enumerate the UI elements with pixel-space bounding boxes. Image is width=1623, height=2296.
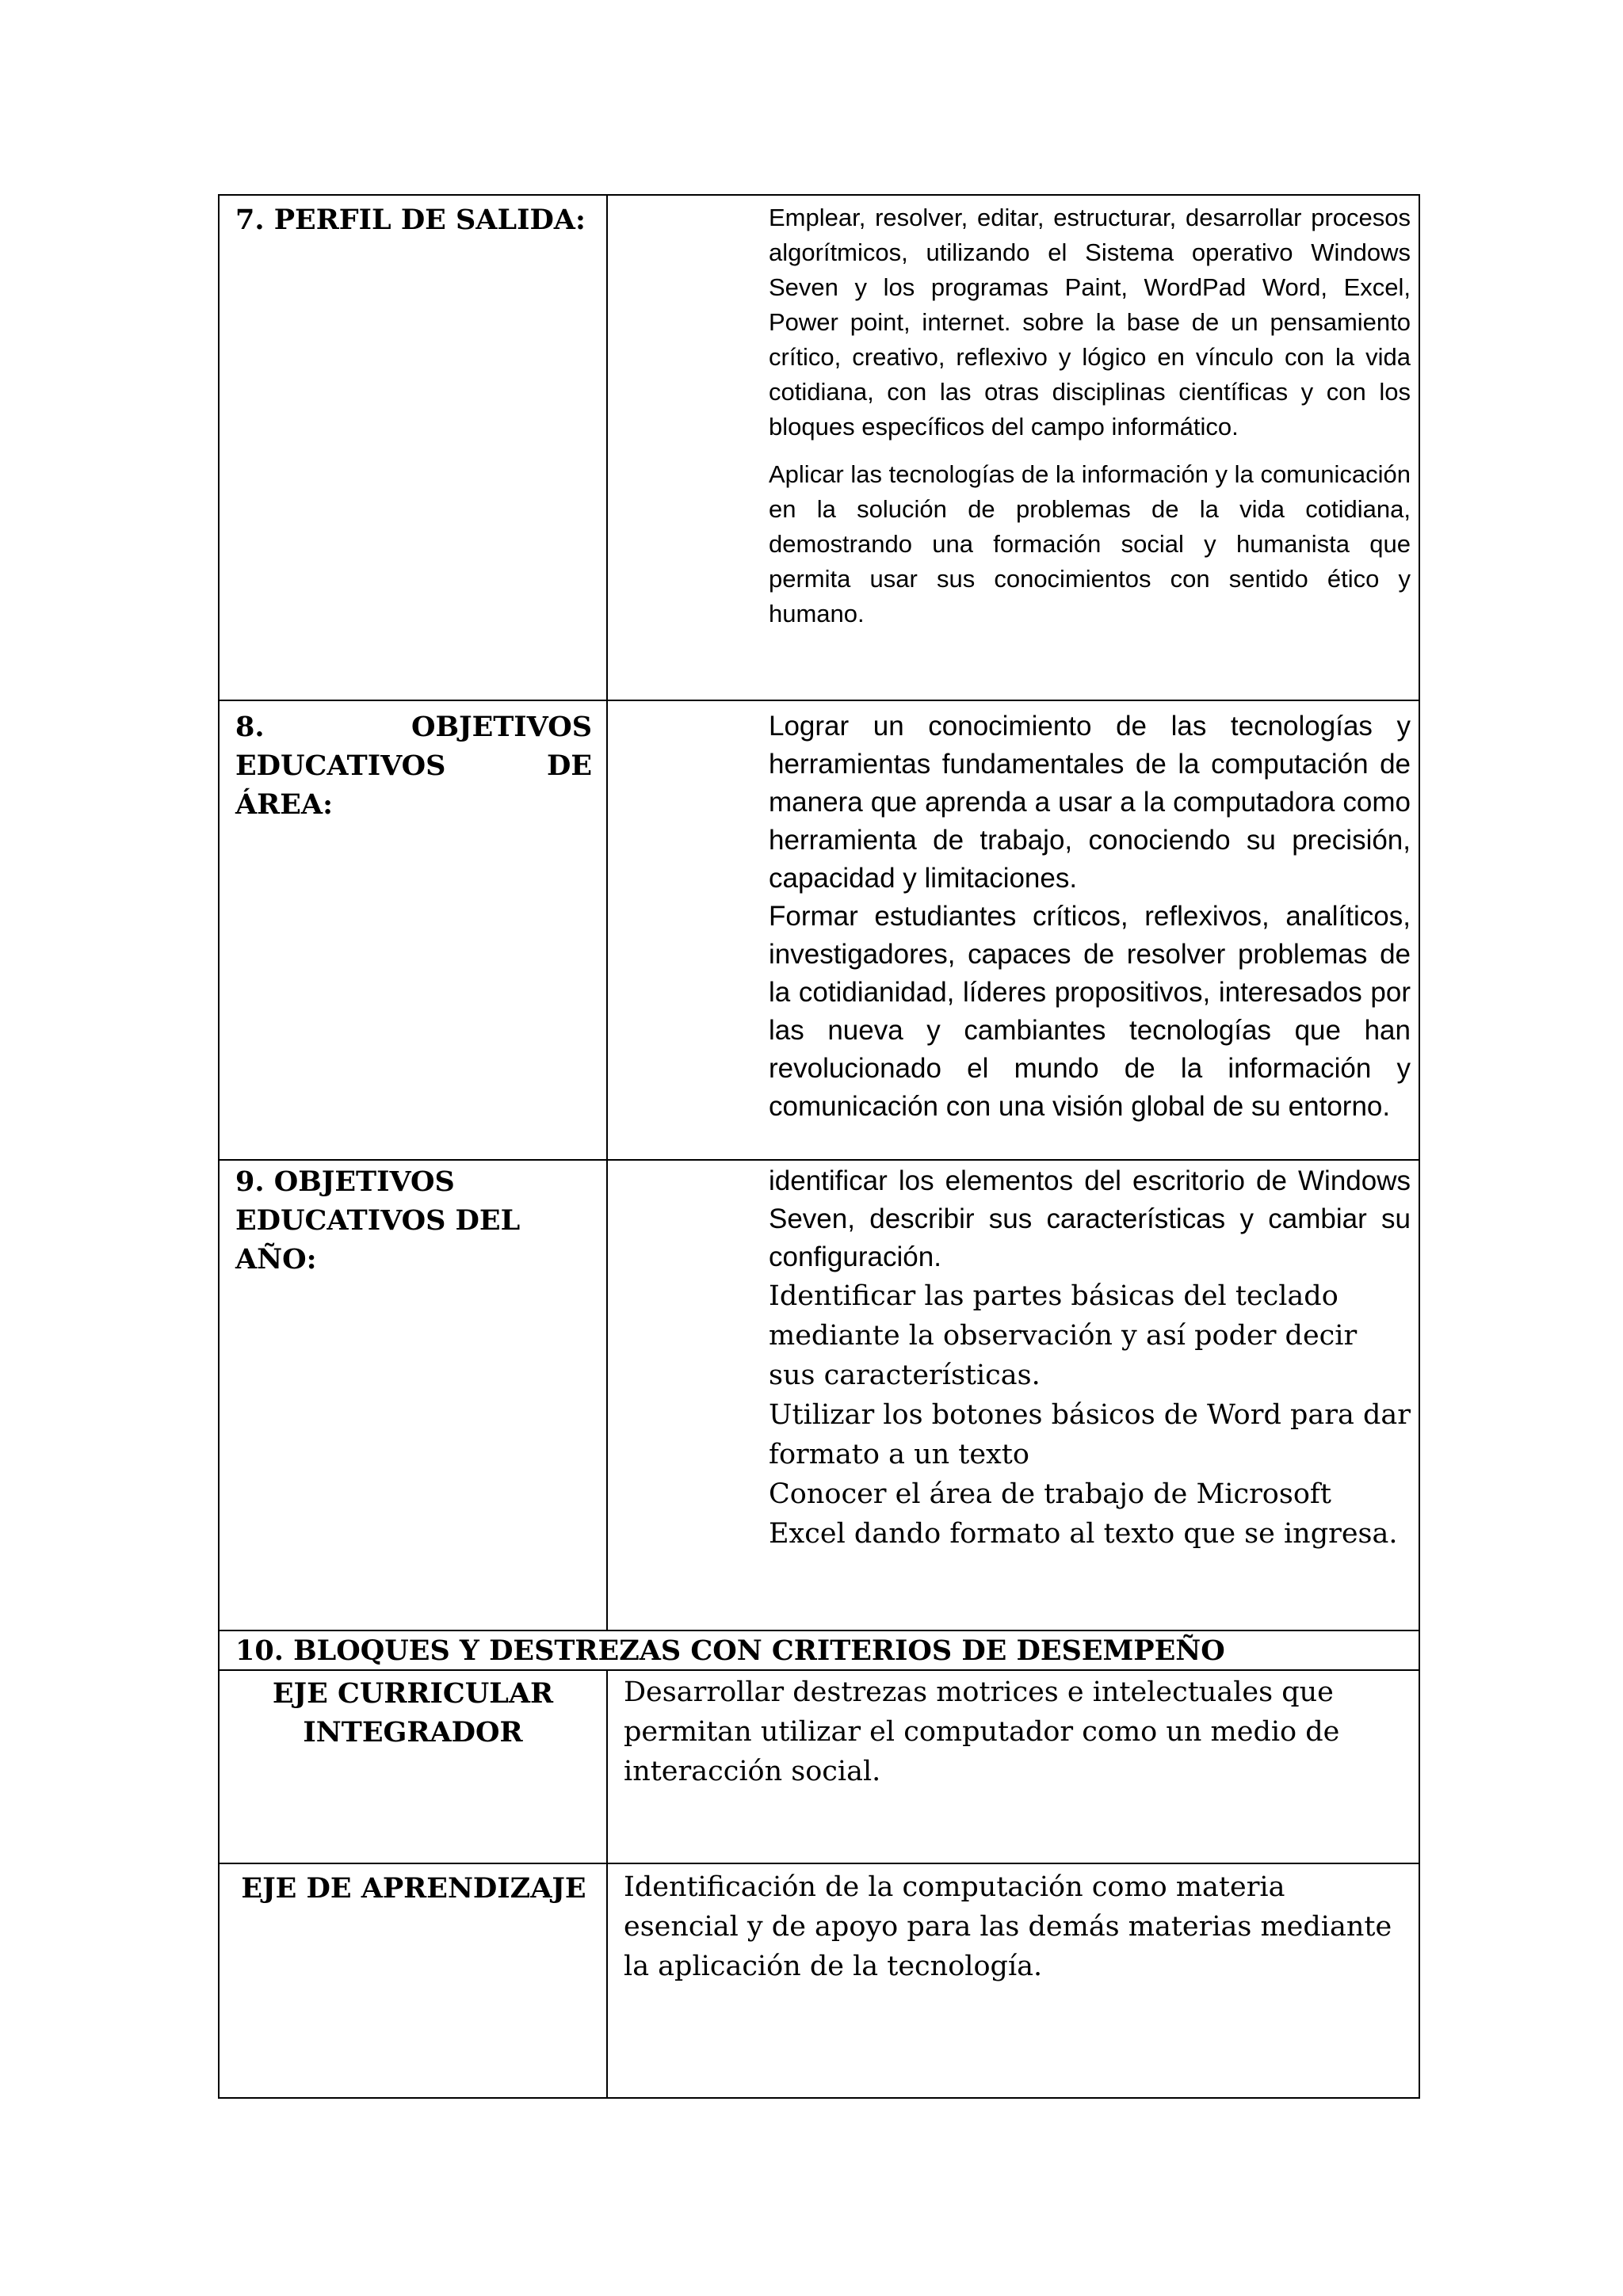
objetivos-area-paragraph-1: Lograr un conocimiento de las tecnologías y herramientas fundamentales de la computación de manera que aprenda a usar a la computadora como herramienta de trabajo, conociendo su precisión, capacidad y limitaciones. xyxy=(769,711,1411,894)
objetivos-area-paragraph-2: Formar estudiantes críticos, reflexivos, analíticos, investigadores, capaces de resolver problemas de la cotidianidad, líderes propositivos, interesados por las nueva y cambiantes tecnologías que han revolucionado el mundo de la información y comunicación con una visión global de su entorno. xyxy=(769,901,1411,1122)
bloques-title: 10. BLOQUES Y DESTREZAS CON CRITERIOS DE DESEMPEÑO xyxy=(235,1634,1225,1667)
eje-curricular-text: Desarrollar destrezas motrices e intelectuales que permitan utilizar el computador como un medio de interacción social. xyxy=(624,1676,1340,1787)
content-cell xyxy=(607,1670,1419,1863)
section-title-cell xyxy=(219,1630,1419,1670)
objetivos-area-content xyxy=(608,701,1419,1126)
row-eje-curricular xyxy=(219,1670,1419,1863)
objetivos-anio-sans-paragraph: identificar los elementos del escritorio de Windows Seven, describir sus características y cambiar su configuración. xyxy=(769,1165,1411,1272)
content-cell xyxy=(607,195,1419,700)
objetivos-anio-paragraph-3: Conocer el área de trabajo de Microsoft Excel dando formato al texto que se ingresa. xyxy=(769,1478,1398,1550)
objetivos-anio-content xyxy=(608,1161,1419,1554)
content-cell xyxy=(607,1160,1419,1630)
label-cell xyxy=(219,195,607,700)
perfil-content xyxy=(608,196,1419,631)
label-cell xyxy=(219,700,607,1160)
perfil-paragraph-2: Aplicar las tecnologías de la información y la comunicación en la solución de problemas de la vida cotidiana, demostrando una formación social y humanista que permita usar sus conocimientos con sentido ético y humano. xyxy=(769,460,1411,627)
objetivos-area-label: 8. OBJETIVOS EDUCATIVOS DE ÁREA: xyxy=(235,711,592,821)
row-perfil-salida xyxy=(219,195,1419,700)
row-objetivos-anio xyxy=(219,1160,1419,1630)
perfil-paragraph-1: Emplear, resolver, editar, estructurar, desarrollar procesos algorítmicos, utilizando el Sistema operativo Windows Seven y los programas Paint, WordPad Word, Excel, Power point, internet. sobre la base de un pensamiento crítico, creativo, reflexivo y lógico en vínculo con la vida cotidiana, con las otras disciplinas científicas y con los bloques específicos del campo informático. xyxy=(769,204,1411,441)
objetivos-anio-paragraph-1: Identificar las partes básicas del teclado mediante la observación y así poder decir sus características. xyxy=(769,1280,1358,1391)
label-cell xyxy=(219,1670,607,1863)
label-cell xyxy=(219,1863,607,2098)
objetivos-anio-label: 9. OBJETIVOS EDUCATIVOS DEL AÑO: xyxy=(235,1165,521,1276)
curriculum-table xyxy=(218,194,1420,2099)
perfil-label: 7. PERFIL DE SALIDA: xyxy=(235,204,586,236)
label-cell xyxy=(219,1160,607,1630)
content-cell xyxy=(607,1863,1419,2098)
eje-curricular-label: EJE CURRICULAR INTEGRADOR xyxy=(272,1677,554,1749)
objetivos-anio-paragraph-2: Utilizar los botones básicos de Word para dar formato a un texto xyxy=(769,1399,1411,1470)
eje-aprendizaje-label: EJE DE APRENDIZAJE xyxy=(241,1872,586,1905)
row-eje-aprendizaje xyxy=(219,1863,1419,2098)
eje-aprendizaje-text: Identificación de la computación como materia esencial y de apoyo para las demás materias mediante la aplicación de la tecnología. xyxy=(624,1871,1392,1982)
row-objetivos-area xyxy=(219,700,1419,1160)
row-bloques-title xyxy=(219,1630,1419,1670)
content-cell xyxy=(607,700,1419,1160)
